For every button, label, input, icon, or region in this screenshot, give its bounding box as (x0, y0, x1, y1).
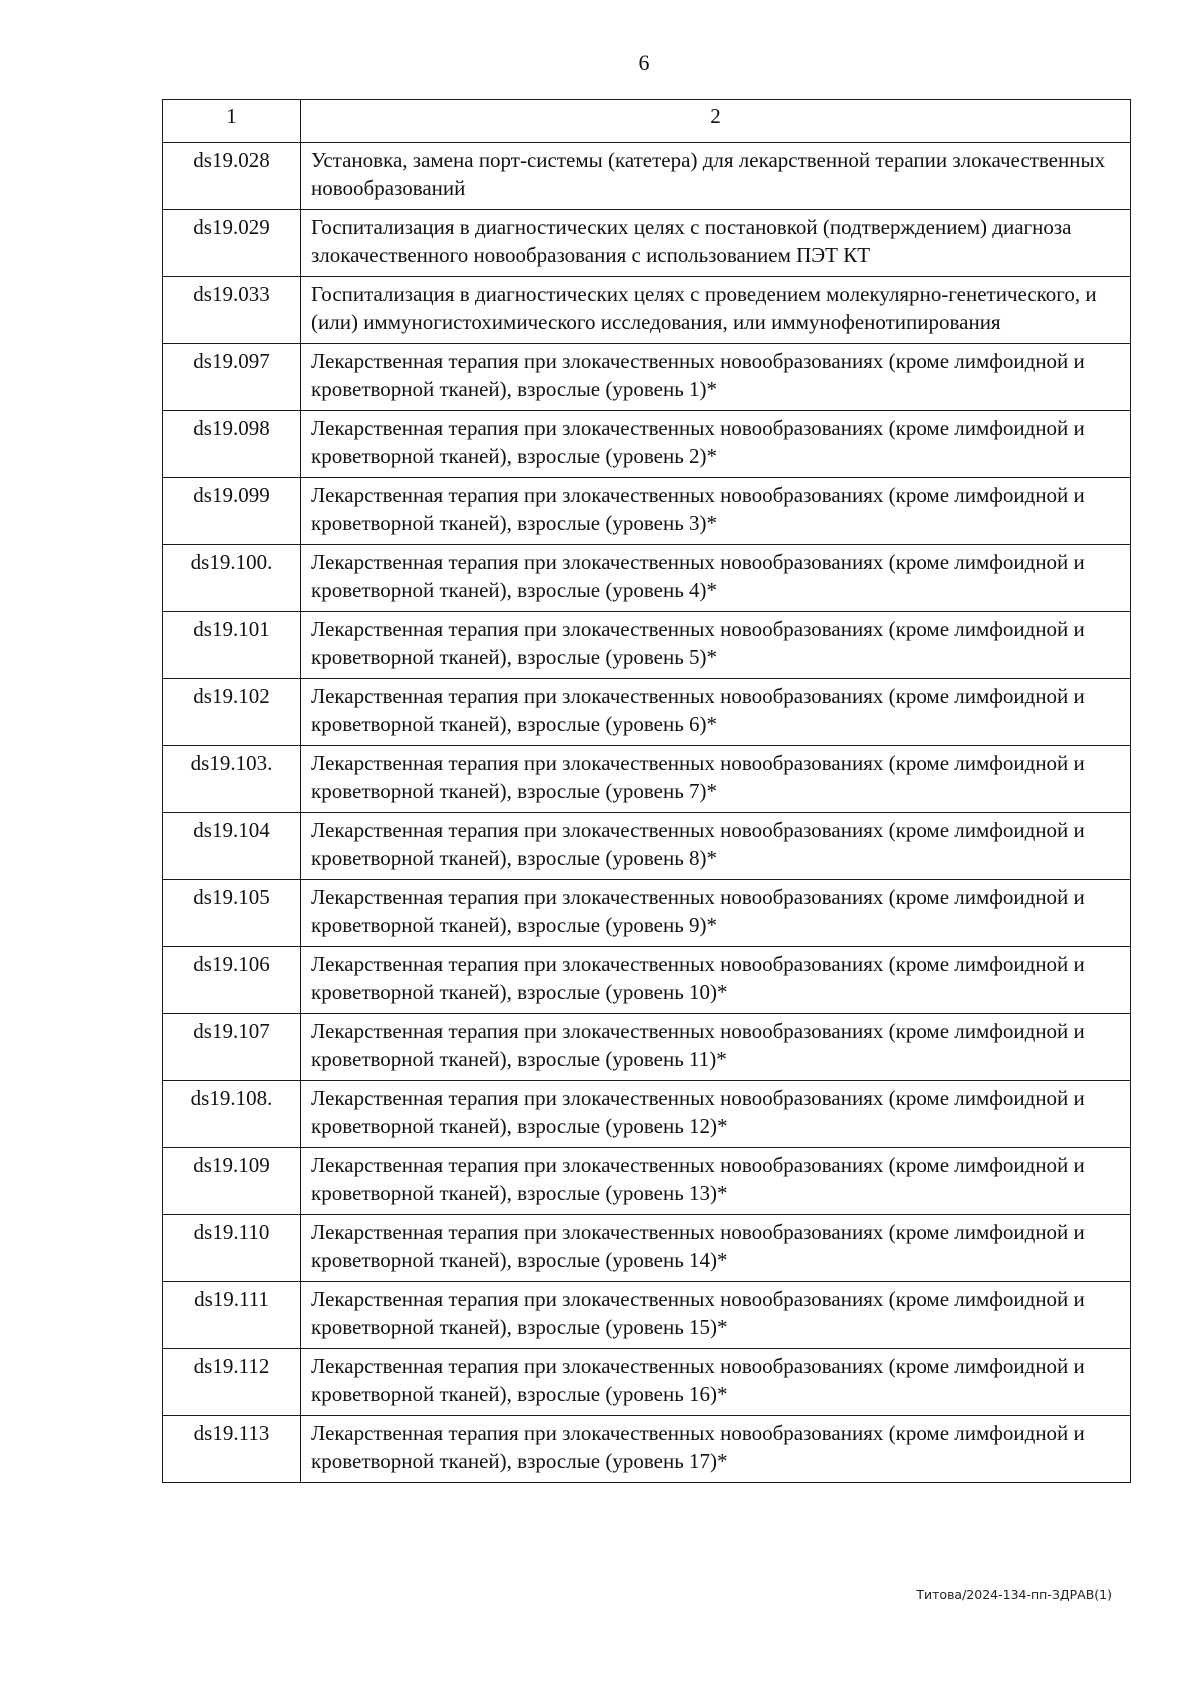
tariff-table (162, 99, 1131, 1483)
table-row (163, 746, 1131, 813)
table-row (163, 1416, 1131, 1483)
row-code: ds19.099 (163, 478, 301, 545)
column-header-1: 1 (163, 100, 301, 143)
page-number: 6 (638, 50, 650, 75)
table-row (163, 1282, 1131, 1349)
document-reference: Титова/2024-134-пп-ЗДРАВ(1) (916, 1587, 1112, 1602)
table-row (163, 679, 1131, 746)
table-row (163, 880, 1131, 947)
row-description: Госпитализация в диагностических целях с проведением молекулярно-генетического, и (или) иммуногистохимического исследования, или иммунофенотипирования (301, 277, 1131, 344)
row-description: Лекарственная терапия при злокачественных новообразованиях (кроме лимфоидной и кроветворной тканей), взрослые (уровень 10)* (301, 947, 1131, 1014)
table-row (163, 1148, 1131, 1215)
table-row (163, 1215, 1131, 1282)
table-row (163, 411, 1131, 478)
row-code: ds19.107 (163, 1014, 301, 1081)
row-description: Лекарственная терапия при злокачественных новообразованиях (кроме лимфоидной и кроветворной тканей), взрослые (уровень 17)* (301, 1416, 1131, 1483)
row-code: ds19.109 (163, 1148, 301, 1215)
table-row (163, 813, 1131, 880)
row-code: ds19.028 (163, 143, 301, 210)
row-description: Лекарственная терапия при злокачественных новообразованиях (кроме лимфоидной и кроветворной тканей), взрослые (уровень 16)* (301, 1349, 1131, 1416)
row-code: ds19.103. (163, 746, 301, 813)
row-description: Лекарственная терапия при злокачественных новообразованиях (кроме лимфоидной и кроветворной тканей), взрослые (уровень 14)* (301, 1215, 1131, 1282)
row-description: Лекарственная терапия при злокачественных новообразованиях (кроме лимфоидной и кроветворной тканей), взрослые (уровень 1)* (301, 344, 1131, 411)
table-row (163, 1014, 1131, 1081)
row-code: ds19.033 (163, 277, 301, 344)
row-code: ds19.105 (163, 880, 301, 947)
row-description: Лекарственная терапия при злокачественных новообразованиях (кроме лимфоидной и кроветворной тканей), взрослые (уровень 12)* (301, 1081, 1131, 1148)
row-description: Лекарственная терапия при злокачественных новообразованиях (кроме лимфоидной и кроветворной тканей), взрослые (уровень 8)* (301, 813, 1131, 880)
row-description: Лекарственная терапия при злокачественных новообразованиях (кроме лимфоидной и кроветворной тканей), взрослые (уровень 11)* (301, 1014, 1131, 1081)
row-code: ds19.110 (163, 1215, 301, 1282)
row-code: ds19.100. (163, 545, 301, 612)
row-code: ds19.102 (163, 679, 301, 746)
row-description: Госпитализация в диагностических целях с постановкой (подтверждением) диагноза злокачественного новообразования с использованием ПЭТ КТ (301, 210, 1131, 277)
row-description: Лекарственная терапия при злокачественных новообразованиях (кроме лимфоидной и кроветворной тканей), взрослые (уровень 15)* (301, 1282, 1131, 1349)
column-header-2: 2 (301, 100, 1131, 143)
row-description: Лекарственная терапия при злокачественных новообразованиях (кроме лимфоидной и кроветворной тканей), взрослые (уровень 5)* (301, 612, 1131, 679)
row-description: Лекарственная терапия при злокачественных новообразованиях (кроме лимфоидной и кроветворной тканей), взрослые (уровень 2)* (301, 411, 1131, 478)
row-code: ds19.112 (163, 1349, 301, 1416)
table-row (163, 1081, 1131, 1148)
row-code: ds19.101 (163, 612, 301, 679)
table-row (163, 210, 1131, 277)
row-description: Лекарственная терапия при злокачественных новообразованиях (кроме лимфоидной и кроветворной тканей), взрослые (уровень 9)* (301, 880, 1131, 947)
row-code: ds19.029 (163, 210, 301, 277)
row-code: ds19.108. (163, 1081, 301, 1148)
table-row (163, 478, 1131, 545)
table-header-row (163, 100, 1131, 143)
row-description: Лекарственная терапия при злокачественных новообразованиях (кроме лимфоидной и кроветворной тканей), взрослые (уровень 6)* (301, 679, 1131, 746)
row-code: ds19.111 (163, 1282, 301, 1349)
table-row (163, 947, 1131, 1014)
row-code: ds19.113 (163, 1416, 301, 1483)
row-description: Лекарственная терапия при злокачественных новообразованиях (кроме лимфоидной и кроветворной тканей), взрослые (уровень 3)* (301, 478, 1131, 545)
table-row (163, 545, 1131, 612)
row-code: ds19.098 (163, 411, 301, 478)
table-row (163, 277, 1131, 344)
table-row (163, 143, 1131, 210)
row-code: ds19.104 (163, 813, 301, 880)
row-description: Лекарственная терапия при злокачественных новообразованиях (кроме лимфоидной и кроветворной тканей), взрослые (уровень 7)* (301, 746, 1131, 813)
table-row (163, 344, 1131, 411)
row-code: ds19.097 (163, 344, 301, 411)
row-code: ds19.106 (163, 947, 301, 1014)
table-row (163, 1349, 1131, 1416)
table-row (163, 612, 1131, 679)
row-description: Установка, замена порт-системы (катетера) для лекарственной терапии злокачественных новообразований (301, 143, 1131, 210)
row-description: Лекарственная терапия при злокачественных новообразованиях (кроме лимфоидной и кроветворной тканей), взрослые (уровень 4)* (301, 545, 1131, 612)
row-description: Лекарственная терапия при злокачественных новообразованиях (кроме лимфоидной и кроветворной тканей), взрослые (уровень 13)* (301, 1148, 1131, 1215)
